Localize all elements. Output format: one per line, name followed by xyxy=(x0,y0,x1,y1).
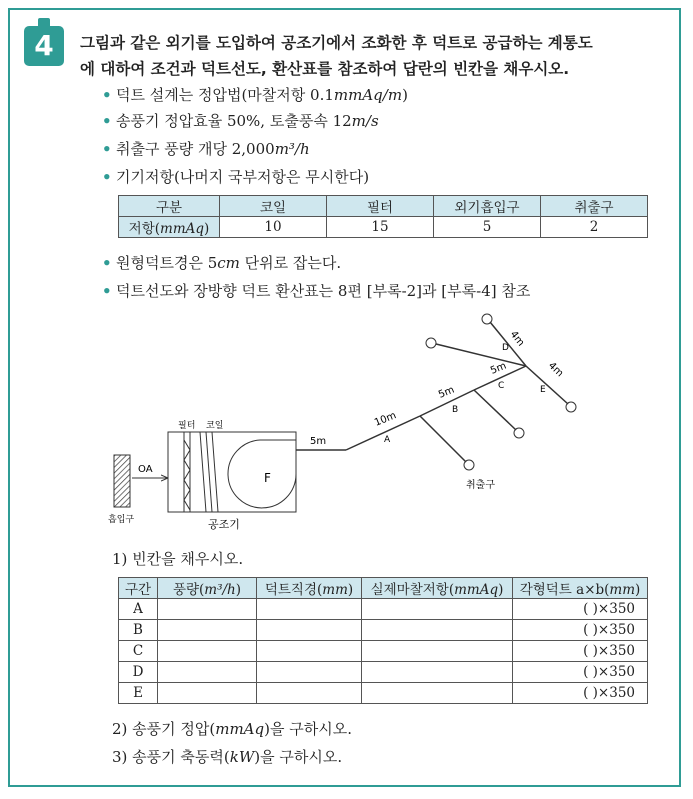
segment-a-label: A xyxy=(384,435,391,445)
section-label: C xyxy=(119,641,158,662)
segment-c-label: C xyxy=(498,381,505,391)
fan-label: F xyxy=(264,471,271,485)
rect-duct-cell[interactable]: ( )×350 xyxy=(513,683,648,704)
flow-cell[interactable] xyxy=(158,599,257,620)
sub-question-3: 3) 송풍기 축동력(kW)을 구하시오. xyxy=(112,748,343,766)
segment-e-length: 4m xyxy=(545,360,566,380)
segment-d-label: D xyxy=(502,343,509,353)
sub-question-1: 1) 빈칸을 채우시오. xyxy=(112,550,244,568)
flow-cell[interactable] xyxy=(158,683,257,704)
table-cell: 5 xyxy=(434,217,541,238)
condition-item: • 취출구 풍량 개당 2,000m³/h xyxy=(102,140,310,158)
ahu-label: 공조기 xyxy=(208,518,240,531)
oa-label: OA xyxy=(138,464,153,475)
table-header: 구분 xyxy=(119,196,220,217)
condition-item: • 덕트 설계는 정압법(마찰저항 0.1mmAq/m) xyxy=(102,86,408,104)
section-label: E xyxy=(119,683,158,704)
outlet-icon xyxy=(514,428,524,438)
outlet-icon xyxy=(426,338,436,348)
question-text xyxy=(80,30,680,82)
condition-item: • 기기저항(나머지 국부저항은 무시한다) xyxy=(102,168,370,186)
table-row xyxy=(119,620,648,641)
friction-cell[interactable] xyxy=(362,662,513,683)
friction-cell[interactable] xyxy=(362,620,513,641)
duct-system-diagram xyxy=(100,300,620,540)
table-row xyxy=(119,662,648,683)
table-row xyxy=(119,683,648,704)
diameter-cell[interactable] xyxy=(257,683,362,704)
diameter-cell[interactable] xyxy=(257,599,362,620)
branch-duct xyxy=(420,416,466,462)
friction-cell[interactable] xyxy=(362,641,513,662)
rect-duct-cell[interactable]: ( )×350 xyxy=(513,662,648,683)
section-label: B xyxy=(119,620,158,641)
friction-cell[interactable] xyxy=(362,683,513,704)
intake-louver xyxy=(114,455,130,507)
condition-item: • 송풍기 정압효율 50%, 토출풍속 12m/s xyxy=(102,112,379,130)
table-header: 외기흡입구 xyxy=(434,196,541,217)
row-label: 저항(mmAq) xyxy=(119,217,220,238)
section-label: D xyxy=(119,662,158,683)
filter-label: 필터 xyxy=(178,421,196,431)
table-header: 실제마찰저항(mmAq) xyxy=(362,578,513,599)
flow-cell[interactable] xyxy=(158,641,257,662)
flow-cell[interactable] xyxy=(158,620,257,641)
resistance-table xyxy=(118,195,648,238)
question-number-badge xyxy=(24,18,64,68)
table-header: 각형덕트 a×b(mm) xyxy=(513,578,648,599)
table-header: 덕트직경(mm) xyxy=(257,578,362,599)
table-header: 코일 xyxy=(220,196,327,217)
table-header: 구간 xyxy=(119,578,158,599)
friction-cell[interactable] xyxy=(362,599,513,620)
rect-duct-cell[interactable]: ( )×350 xyxy=(513,641,648,662)
segment-a-length: 10m xyxy=(373,410,398,429)
rect-duct-cell[interactable]: ( )×350 xyxy=(513,599,648,620)
condition-item: • 원형덕트경은 5cm 단위로 잡는다. xyxy=(102,254,342,272)
table-header-row xyxy=(119,196,648,217)
rect-duct-cell[interactable]: ( )×350 xyxy=(513,620,648,641)
segment-c-length: 5m xyxy=(489,360,509,377)
table-header-row xyxy=(119,578,648,599)
segment-0-length: 5m xyxy=(310,436,327,447)
coil-label: 코일 xyxy=(206,421,224,431)
diameter-cell[interactable] xyxy=(257,641,362,662)
question-line-2: 에 대하여 조건과 덕트선도, 환산표를 참조하여 답란의 빈칸을 채우시오. xyxy=(80,60,570,78)
table-row xyxy=(119,599,648,620)
condition-item: • 덕트선도와 장방향 덕트 환산표는 8편 [부록-2]과 [부록-4] 참조 xyxy=(102,282,531,300)
table-row xyxy=(119,641,648,662)
table-cell: 2 xyxy=(541,217,648,238)
section-label: A xyxy=(119,599,158,620)
outlet-icon xyxy=(566,402,576,412)
table-cell: 10 xyxy=(220,217,327,238)
sub-question-2: 2) 송풍기 정압(mmAq)을 구하시오. xyxy=(112,720,352,738)
segment-b-label: B xyxy=(452,405,459,415)
table-header: 취출구 xyxy=(541,196,648,217)
segment-e-label: E xyxy=(540,385,546,395)
diameter-cell[interactable] xyxy=(257,662,362,683)
question-line-1: 그림과 같은 외기를 도입하여 공조기에서 조화한 후 덕트로 공급하는 계통도 xyxy=(80,34,593,52)
segment-d-length: 4m xyxy=(507,329,527,349)
intake-label: 흡입구 xyxy=(108,515,135,525)
flow-cell[interactable] xyxy=(158,662,257,683)
diameter-cell[interactable] xyxy=(257,620,362,641)
question-number: 4 xyxy=(24,26,64,66)
answer-table xyxy=(118,577,648,704)
air-handling-unit xyxy=(168,432,296,512)
outlet-label: 취출구 xyxy=(466,480,495,491)
table-cell: 15 xyxy=(327,217,434,238)
table-row xyxy=(119,217,648,238)
segment-b-length: 5m xyxy=(437,384,457,401)
table-header: 풍량(m³/h) xyxy=(158,578,257,599)
table-header: 필터 xyxy=(327,196,434,217)
branch-duct xyxy=(436,344,526,366)
outlet-icon xyxy=(464,460,474,470)
outlet-icon xyxy=(482,314,492,324)
branch-duct xyxy=(474,390,516,430)
